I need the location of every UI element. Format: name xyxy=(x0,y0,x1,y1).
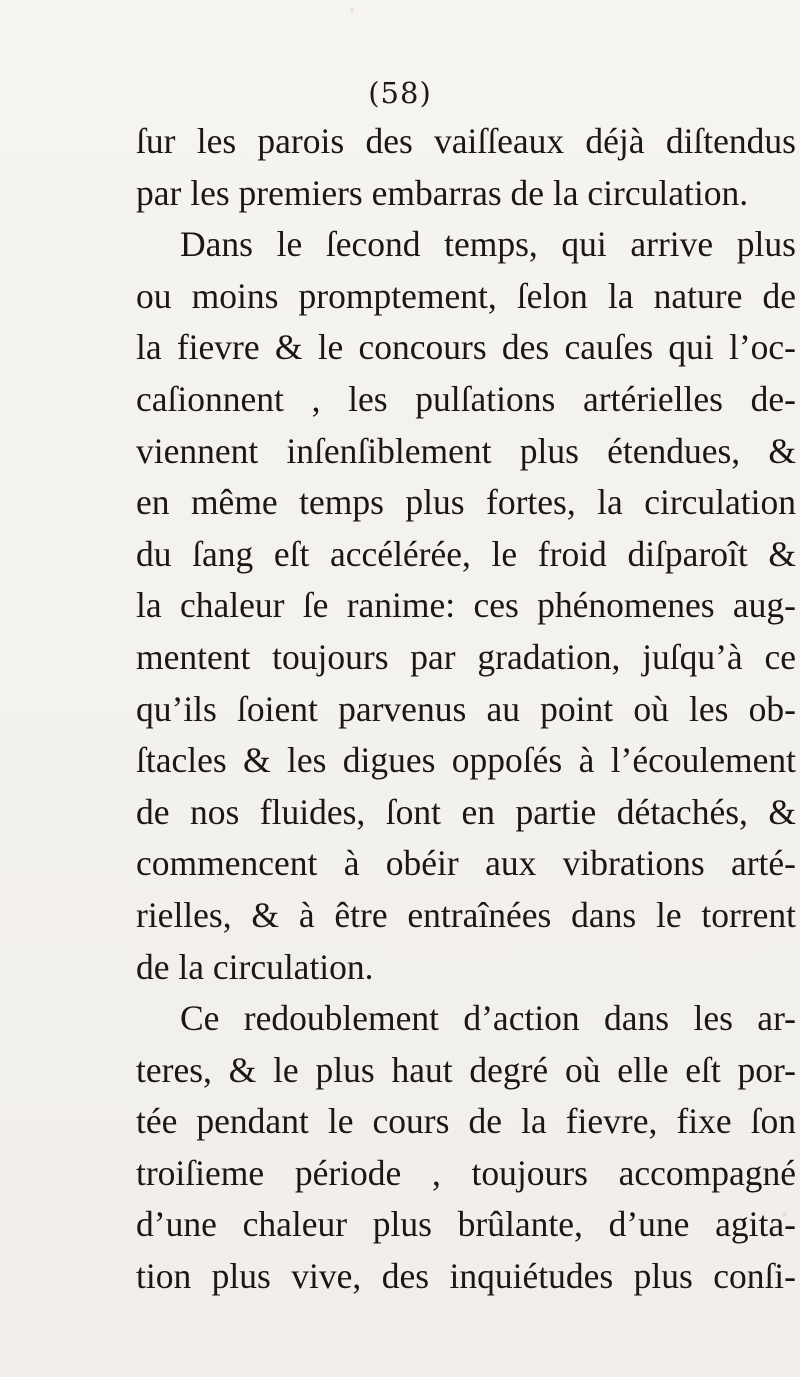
text-line: caſionnent , les pulſations artérielles de- xyxy=(136,378,796,419)
text-line: tion plus vive, des inquiétudes plus conſi- xyxy=(136,1256,796,1297)
text-line: teres, & le plus haut degré où elle eſt por- xyxy=(136,1049,796,1090)
text-line: par les premiers embarras de la circulation. xyxy=(136,172,749,213)
text-line: la fievre & le concours des cauſes qui l’oc- xyxy=(136,327,796,368)
text-line: du ſang eſt accélérée, le froid diſparoît & xyxy=(136,533,796,574)
text-line: troiſieme période , toujours accompagné xyxy=(136,1152,796,1193)
text-line: mentent toujours par gradation, juſqu’à ce xyxy=(136,636,796,677)
paper-spot xyxy=(350,8,354,12)
text-line: Ce redoublement d’action dans les ar- xyxy=(180,998,796,1039)
text-line: de nos fluides, ſont en partie détachés, & xyxy=(136,791,796,832)
text-line: d’une chaleur plus brûlante, d’une agita- xyxy=(136,1204,796,1245)
body-text xyxy=(136,116,796,1303)
text-line: en même temps plus fortes, la circulation xyxy=(136,482,796,523)
text-line: qu’ils ſoient parvenus au point où les ob- xyxy=(136,688,796,729)
text-line: viennent inſenſiblement plus étendues, & xyxy=(136,430,796,471)
text-line: ou moins promptement, ſelon la nature de xyxy=(136,275,796,316)
text-line: commencent à obéir aux vibrations arté- xyxy=(136,843,796,884)
page-number: (58) xyxy=(368,76,432,110)
text-line: rielles, & à être entraînées dans le torrent xyxy=(136,894,796,935)
text-line: Dans le ſecond temps, qui arrive plus xyxy=(180,224,796,265)
text-line: la chaleur ſe ranime: ces phénomenes aug- xyxy=(136,585,796,626)
text-line: tée pendant le cours de la fievre, fixe ſon xyxy=(136,1101,796,1142)
text-line: ſtacles & les digues oppoſés à l’écoulement xyxy=(136,740,796,781)
text-line: ſur les parois des vaiſſeaux déjà diſtendus xyxy=(136,121,796,161)
text-line: de la circulation. xyxy=(136,946,374,987)
